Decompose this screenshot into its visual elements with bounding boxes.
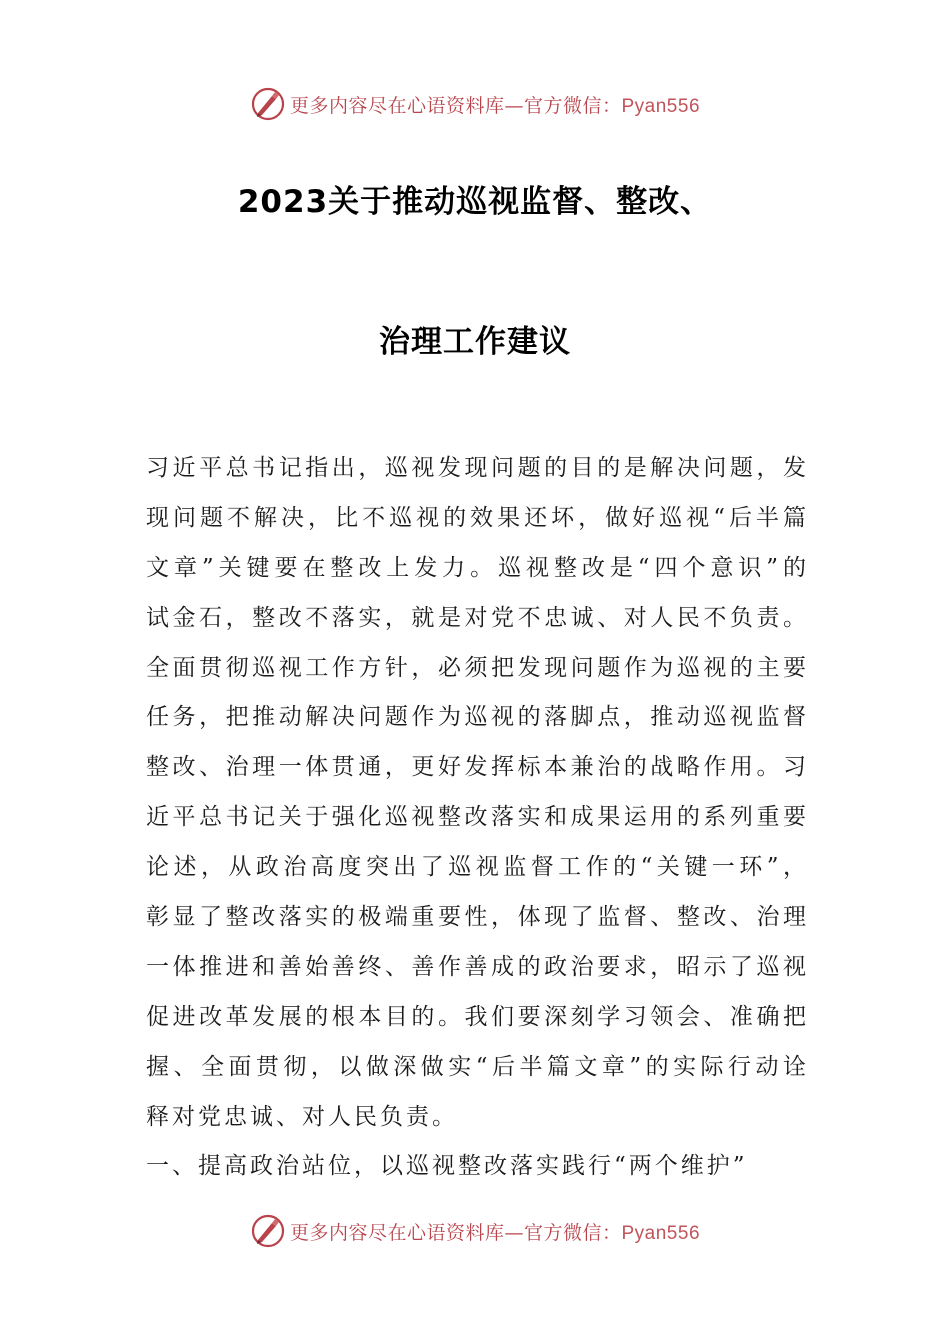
body-line: 文章”关键要在整改上发力。巡视整改是“四个意识”的: [146, 554, 806, 581]
watermark-main-text: 更多内容尽在心语资料库—官方微信：: [289, 94, 622, 117]
body-line: 任务，把推动解决问题作为巡视的落脚点，推动巡视监督: [146, 704, 806, 731]
body-line: 整改、治理一体贯通，更好发挥标本兼治的战略作用。习: [146, 754, 806, 781]
header-watermark-banner: [0, 84, 950, 124]
body-line: 一体推进和善始善终、善作善成的政治要求，昭示了巡视: [146, 953, 806, 980]
watermark-text: [290, 91, 700, 118]
footer-watermark-banner: [0, 1211, 950, 1251]
pen-logo-icon: [250, 86, 286, 122]
document-title-line-1: 2023关于推动巡视监督、整改、: [237, 184, 713, 220]
wechat-id: Pyan556: [621, 1222, 701, 1244]
body-line: 近平总书记关于强化巡视整改落实和成果运用的系列重要: [146, 804, 806, 831]
body-line: 握、全面贯彻，以做深做实“后半篇文章”的实际行动诠: [146, 1053, 806, 1080]
body-line: 彰显了整改落实的极端重要性，体现了监督、整改、治理: [146, 904, 806, 931]
document-title-line-2: 治理工作建议: [379, 324, 571, 360]
body-line: 论述，从政治高度突出了巡视监督工作的“关键一环”，: [146, 854, 806, 881]
body-line: 现问题不解决，比不巡视的效果还坏，做好巡视“后半篇: [146, 504, 806, 531]
document-body: [146, 444, 806, 1192]
body-line: 习近平总书记指出，巡视发现问题的目的是解决问题，发: [146, 455, 806, 481]
body-line: 全面贯彻巡视工作方针，必须把发现问题作为巡视的主要: [146, 654, 806, 681]
watermark-main-text: 更多内容尽在心语资料库—官方微信：: [289, 1221, 622, 1244]
section-heading: 一、提高政治站位，以巡视整改落实践行“两个维护”: [146, 1153, 748, 1180]
body-line: 试金石，整改不落实，就是对党不忠诚、对人民不负责。: [146, 604, 806, 631]
body-line: 释对党忠诚、对人民负责。: [146, 1103, 458, 1130]
watermark-text: [290, 1218, 700, 1245]
body-line: 促进改革发展的根本目的。我们要深刻学习领会、准确把: [146, 1003, 806, 1030]
wechat-id: Pyan556: [621, 95, 701, 117]
pen-logo-icon: [250, 1213, 286, 1249]
